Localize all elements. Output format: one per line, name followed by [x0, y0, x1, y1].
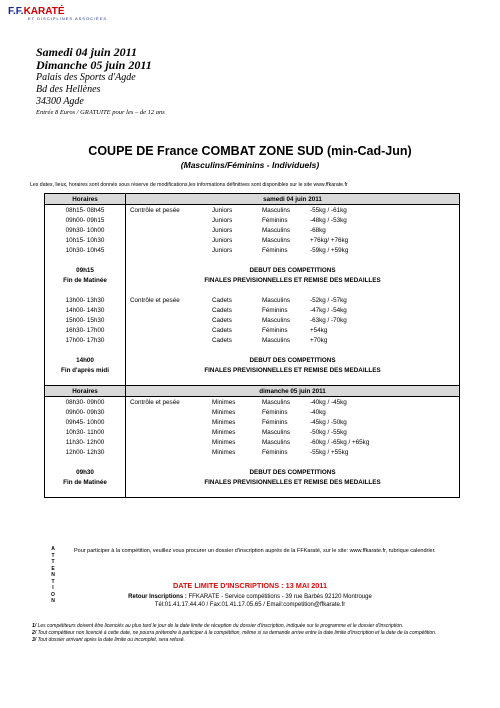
- category-cell: Juniors: [212, 216, 233, 224]
- activity-cell: [126, 305, 213, 315]
- attention-letter: A: [51, 546, 55, 552]
- gender-cell: Féminins: [262, 216, 288, 224]
- activity-cell: [126, 407, 213, 417]
- finales-label: FINALES PREVISIONNELLES ET REMISE DES MEDAILLES: [126, 275, 460, 285]
- activity-cell: [126, 447, 213, 457]
- horaires-header: Horaires: [45, 386, 126, 397]
- schedule-row: [45, 245, 460, 255]
- activity-cell: [126, 235, 213, 245]
- weights-cell: -59kg / +59kg: [310, 245, 460, 255]
- day-header: dimanche 05 juin 2011: [126, 386, 460, 397]
- page-title: COUPE DE France COMBAT ZONE SUD (min-Cad-Jun): [88, 144, 412, 158]
- activity-cell: [126, 437, 213, 447]
- time-cell: 08h15- 08h45: [45, 205, 126, 216]
- footnote-number: 2/: [32, 630, 38, 636]
- weights-cell: -50kg / -55kg: [310, 427, 460, 437]
- activity-cell: Contrôle et pesée: [130, 398, 180, 406]
- footnote-item: [32, 623, 472, 630]
- schedule-row: [45, 447, 460, 457]
- schedule-row: [45, 205, 460, 216]
- spacer-row: [45, 345, 460, 355]
- footnote-item: [32, 630, 472, 637]
- spacer-row: [45, 255, 460, 265]
- time-cell: 08h30- 09h00: [45, 397, 126, 408]
- schedule-notice: Les dates, lieux, horaires sont donnés sous réserve de modifications,les informations définitives sont disponibles sur le site www.ffkarate.fr: [30, 182, 348, 188]
- day-header: samedi 04 juin 2011: [126, 194, 460, 205]
- category-cell: Juniors: [212, 206, 233, 214]
- return-address: FFKARATE - Service compétitions - 39 rue Barbès 92120 Montrouge: [188, 594, 372, 600]
- attention-letter: T: [51, 552, 55, 559]
- schedule-row: [45, 407, 460, 417]
- activity-cell: [126, 215, 213, 225]
- schedule-row: [45, 235, 460, 245]
- time-cell: 15h00- 15h30: [45, 315, 126, 325]
- time-cell: 10h30- 10h45: [45, 245, 126, 255]
- attention-letter: O: [51, 591, 55, 598]
- horaires-header: Horaires: [45, 194, 126, 205]
- schedule-header-row: [45, 386, 460, 397]
- gender-cell: Masculins: [262, 336, 290, 344]
- period-label: Fin de Matinée: [45, 275, 126, 285]
- gender-cell: Féminins: [262, 408, 288, 416]
- date-sunday: Dimanche 05 juin 2011: [36, 58, 152, 72]
- spacer-cell: [45, 285, 126, 295]
- gender-cell: Masculins: [262, 428, 290, 436]
- spacer-cell: [126, 375, 460, 386]
- competition-start-row: [45, 467, 460, 477]
- competition-start-row: [45, 355, 460, 365]
- schedule-row: [45, 315, 460, 325]
- category-cell: Cadets: [212, 316, 232, 324]
- logo-subtext: ET DISCIPLINES ASSOCIÉES: [28, 16, 108, 21]
- activity-cell: [126, 225, 213, 235]
- start-time: 09h30: [45, 467, 126, 477]
- attention-text: Pour participer à la compétition, veuillez vous procurer un dossier d'inscription auprès de la FFKaraté, sur le site: www.ffkarate.fr, rubrique calendrier.: [74, 548, 436, 554]
- time-cell: 09h00- 09h15: [45, 215, 126, 225]
- footnote-item: [32, 637, 472, 644]
- registration-deadline: DATE LIMITE D'INSCRIPTIONS : 13 MAI 2011: [172, 581, 328, 590]
- category-cell: Minimes: [212, 418, 236, 426]
- time-cell: 13h00- 13h30: [45, 295, 126, 305]
- attention-letter: T: [51, 578, 55, 585]
- spacer-cell: [126, 285, 460, 295]
- gender-cell: Masculins: [262, 398, 290, 406]
- date-saturday: Samedi 04 juin 2011: [36, 45, 138, 59]
- category-cell: Minimes: [212, 398, 236, 406]
- period-label: Fin d'après midi: [45, 365, 126, 375]
- schedule-row: [45, 305, 460, 315]
- weights-cell: -48kg / -53kg: [310, 215, 460, 225]
- category-cell: Minimes: [212, 448, 236, 456]
- category-cell: Minimes: [212, 428, 236, 436]
- finales-label: FINALES PREVISIONNELLES ET REMISE DES MEDAILLES: [126, 365, 460, 375]
- schedule-row: [45, 437, 460, 447]
- category-cell: Juniors: [212, 226, 233, 234]
- time-cell: 14h00- 14h30: [45, 305, 126, 315]
- footnote-text: Tout compétiteur non licencié à cette date, ne pourra prétendre à participer à la compétition, même si sa demande arrive entre la date limite d'inscription et la date de la compétition.: [37, 630, 437, 636]
- activity-cell: [126, 325, 213, 335]
- spacer-cell: [45, 345, 126, 355]
- time-cell: 11h30- 12h00: [45, 437, 126, 447]
- gender-cell: Féminins: [262, 326, 288, 334]
- time-cell: 09h45- 10h00: [45, 417, 126, 427]
- return-info: [0, 593, 500, 609]
- schedule-row: [45, 295, 460, 305]
- category-cell: Minimes: [212, 438, 236, 446]
- page-subtitle: (Masculins/Féminins - Individuels): [180, 160, 320, 170]
- spacer-cell: [45, 255, 126, 265]
- gender-cell: Féminins: [262, 246, 288, 254]
- category-cell: Cadets: [212, 306, 232, 314]
- weights-cell: -55kg / +55kg: [310, 447, 460, 457]
- category-cell: Cadets: [212, 326, 232, 334]
- schedule-row: [45, 225, 460, 235]
- weights-cell: -47kg / -54kg: [310, 305, 460, 315]
- time-cell: 16h30- 17h00: [45, 325, 126, 335]
- weights-cell: -63kg / -70kg: [310, 315, 460, 325]
- finals-row: [45, 365, 460, 375]
- gender-cell: Féminins: [262, 448, 288, 456]
- start-time: 14h00: [45, 355, 126, 365]
- time-cell: 10h15- 10h30: [45, 235, 126, 245]
- activity-cell: [126, 417, 213, 427]
- weights-cell: -60kg / -65kg / +65kg: [310, 437, 460, 447]
- spacer-row: [45, 487, 460, 498]
- finals-row: [45, 275, 460, 285]
- activity-cell: Contrôle et pesée: [130, 206, 180, 214]
- activity-cell: [126, 315, 213, 325]
- event-header: [36, 46, 165, 118]
- activity-cell: [126, 245, 213, 255]
- attention-letter: I: [52, 585, 54, 591]
- time-cell: 09h00- 09h30: [45, 407, 126, 417]
- spacer-cell: [126, 345, 460, 355]
- footnote-number: 3/: [32, 637, 38, 643]
- category-cell: Minimes: [212, 408, 236, 416]
- venue-street: Bd des Hellènes: [36, 84, 101, 95]
- attention-letter: E: [51, 565, 55, 572]
- gender-cell: Féminins: [262, 418, 288, 426]
- attention-letter: T: [51, 559, 55, 565]
- finals-row: [45, 477, 460, 487]
- entry-fee: Entrée 8 Euros / GRATUITE pour les – de 12 ans: [36, 109, 165, 116]
- spacer-cell: [126, 487, 460, 498]
- footnote-number: 1/: [32, 623, 38, 629]
- time-cell: 09h30- 10h00: [45, 225, 126, 235]
- category-cell: Cadets: [212, 296, 232, 304]
- weights-cell: -40kg: [310, 407, 460, 417]
- spacer-row: [45, 457, 460, 467]
- gender-cell: Masculins: [262, 438, 290, 446]
- gender-cell: Masculins: [262, 206, 290, 214]
- logo-text-b: KARATÉ: [23, 6, 65, 17]
- footnotes: [32, 623, 472, 644]
- activity-cell: Contrôle et pesée: [130, 296, 180, 304]
- schedule-row: [45, 325, 460, 335]
- start-time: 09h15: [45, 265, 126, 275]
- competition-start-row: [45, 265, 460, 275]
- spacer-cell: [45, 457, 126, 467]
- activity-cell: [126, 427, 213, 437]
- schedule-row: [45, 427, 460, 437]
- weights-cell: +76kg/ +76kg: [310, 235, 460, 245]
- weights-cell: -52kg / -57kg: [310, 295, 460, 305]
- spacer-row: [45, 375, 460, 386]
- category-cell: Juniors: [212, 236, 233, 244]
- schedule-row: [45, 397, 460, 408]
- debut-label: DEBUT DES COMPETITIONS: [126, 355, 460, 365]
- return-label: Retour Inscriptions :: [128, 594, 187, 600]
- venue-city: 34300 Agde: [36, 96, 84, 107]
- logo-text-a: F.F.: [8, 6, 24, 17]
- spacer-cell: [45, 375, 126, 386]
- weights-cell: +54kg: [310, 325, 460, 335]
- venue-name: Palais des Sports d'Agde: [36, 72, 136, 83]
- category-cell: Juniors: [212, 246, 233, 254]
- ffkarate-logo: [8, 6, 107, 21]
- activity-cell: [126, 335, 213, 345]
- finales-label: FINALES PREVISIONNELLES ET REMISE DES MEDAILLES: [126, 477, 460, 487]
- gender-cell: Masculins: [262, 236, 290, 244]
- period-label: Fin de Matinée: [45, 477, 126, 487]
- weights-cell: -40kg / -45kg: [310, 397, 460, 408]
- attention-letter: N: [51, 598, 55, 604]
- time-cell: 17h00- 17h30: [45, 335, 126, 345]
- schedule-row: [45, 417, 460, 427]
- gender-cell: Féminins: [262, 306, 288, 314]
- gender-cell: Masculins: [262, 296, 290, 304]
- schedule-row: [45, 335, 460, 345]
- return-contact: Tél:01.41.17.44.40 / Fax:01.41.17.05.65 / Email:competition@ffkarate.fr: [154, 602, 346, 608]
- footnote-text: Les compétiteurs doivent être licenciés au plus tard le jour de la date limite de réception du dossier d'inscription, indiquée sur le programme et le dossier d'inscription.: [37, 623, 404, 629]
- time-cell: 12h00- 12h30: [45, 447, 126, 457]
- footnote-text: Tout dossier arrivant après la date limite ou incomplet, sera refusé.: [37, 637, 185, 643]
- schedule-header-row: [45, 194, 460, 205]
- weights-cell: +70kg: [310, 335, 460, 345]
- spacer-cell: [45, 487, 126, 498]
- weights-cell: -45kg / -50kg: [310, 417, 460, 427]
- weights-cell: -55kg / -61kg: [310, 205, 460, 216]
- spacer-cell: [126, 255, 460, 265]
- debut-label: DEBUT DES COMPETITIONS: [126, 467, 460, 477]
- debut-label: DEBUT DES COMPETITIONS: [126, 265, 460, 275]
- time-cell: 10h30- 11h00: [45, 427, 126, 437]
- schedule-row: [45, 215, 460, 225]
- spacer-cell: [126, 457, 460, 467]
- category-cell: Cadets: [212, 336, 232, 344]
- gender-cell: Masculins: [262, 226, 290, 234]
- weights-cell: -68kg: [310, 225, 460, 235]
- attention-letter: N: [51, 572, 55, 578]
- gender-cell: Masculins: [262, 316, 290, 324]
- spacer-row: [45, 285, 460, 295]
- schedule-table: [44, 193, 460, 498]
